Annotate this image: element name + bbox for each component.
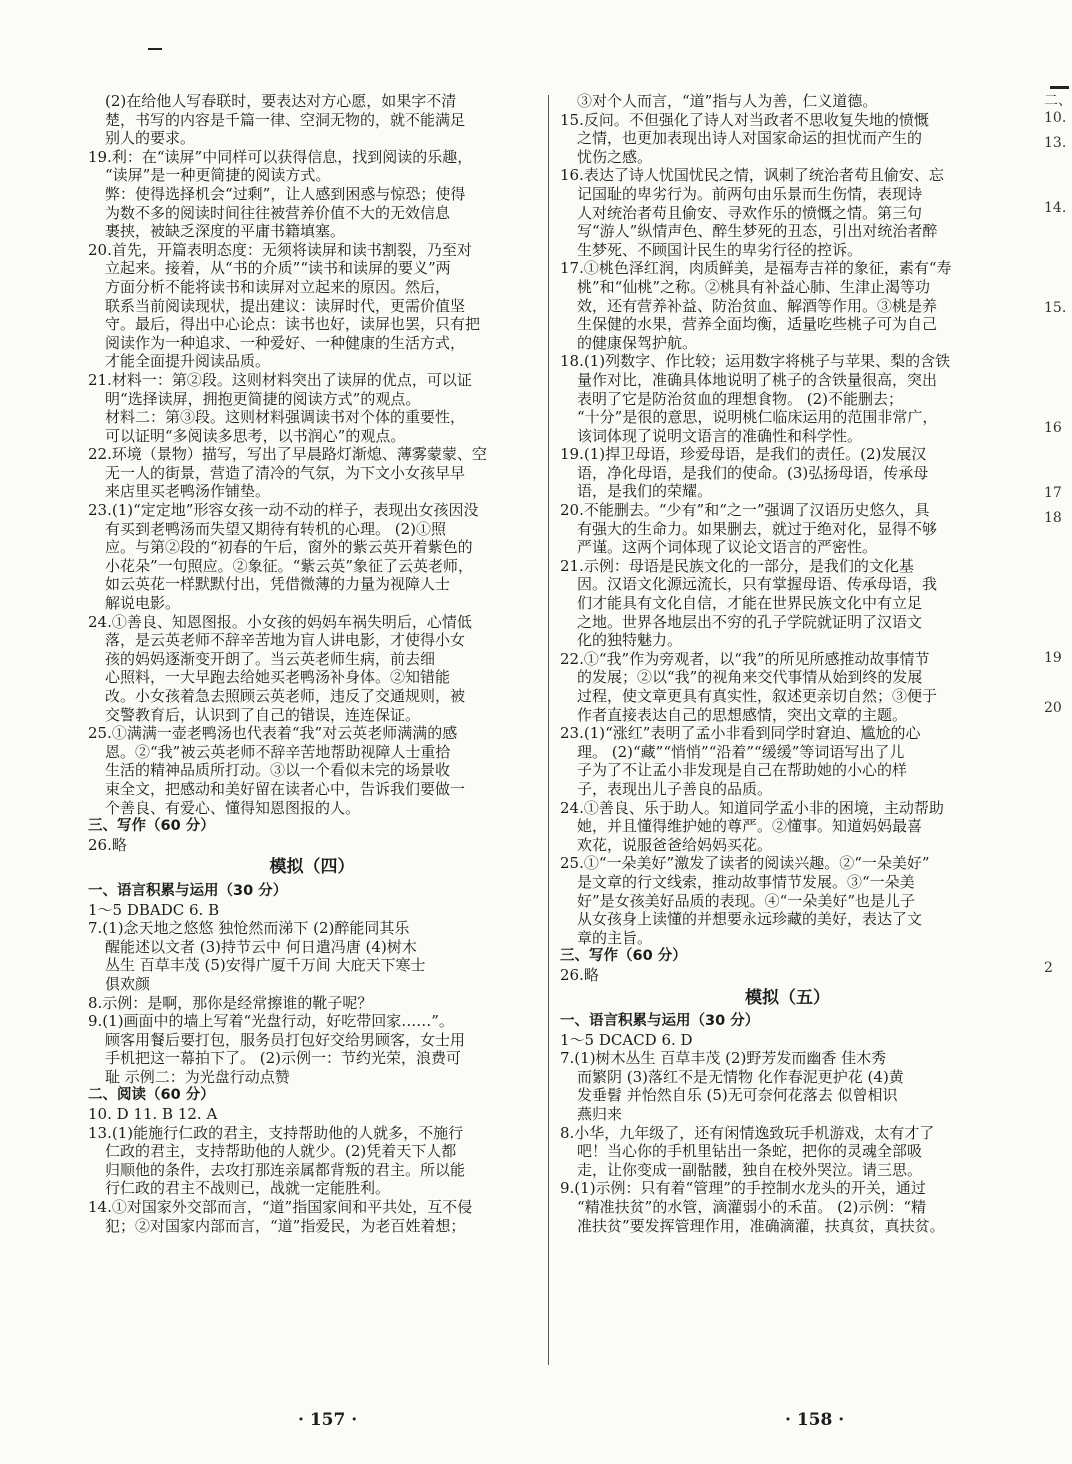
answer-line: 是文章的行文线索，推动故事情节发展。③“一朵美 [577,872,915,891]
answer-line: 联系当前阅读现状，提出建议：读屏时代，更需价值坚 [105,296,466,315]
answer-line: 9.(1)画面中的墙上写着“光盘行动，好吃带回家……”。 [88,1012,454,1031]
answer-line: 1～5 DCACD 6. D [560,1030,693,1049]
answer-line: 23.(1)“定定地”形容女孩一动不动的样子，表现出女孩因没 [88,501,479,520]
answer-line: 写“游人”纵情声色、醉生梦死的丑态，引出对统治者醉 [577,222,938,241]
answer-line: 26.略 [560,965,599,984]
section-heading: 一、语言积累与运用（30 分） [560,1013,760,1030]
answer-line: 18.(1)列数字、作比较；运用数字将桃子与苹果、梨的含铁 [560,352,951,371]
answer-line: 丛生 百草丰茂 (5)安得广厦千万间 大庇天下寒士 [105,956,426,975]
answer-line: 无一人的街景，营造了清冷的气氛，为下文小女孩早早 [105,463,466,482]
answer-line: 记国耻的卑劣行为。前两句由乐景而生伤情，表现诗 [577,184,923,203]
answer-line: 仁政的君主，支持帮助他的人就少。(2)凭着天下人都 [105,1142,457,1161]
edge-fragment: 14. [1044,200,1067,216]
answer-line: 20.首先，开篇表明态度：无须将读屏和读书割裂，乃至对 [88,240,472,259]
answer-line: 19.(1)捍卫母语，珍爱母语，是我们的责任。(2)发展汉 [560,445,927,464]
section-heading: 三、写作（60 分） [560,948,687,965]
answer-line: 人对统治者苟且偷安、寻欢作乐的愤慨之情。第三句 [577,203,923,222]
section-heading: 二、阅读（60 分） [88,1087,215,1104]
answer-line: 交警教育后，认识到了自己的错误，连连保证。 [105,705,421,724]
section-title: 模拟（四） [269,857,355,878]
answer-line: 守。最后，得出中心论点：读书也好，读屏也罢，只有把 [105,315,481,334]
answer-line: 好”是女孩美好品质的表现。④“一朵美好”也是儿子 [577,891,916,910]
answer-line: 生梦死、不顾国计民生的卑劣行径的控诉。 [577,240,863,259]
answer-line: 19.利：在“读屏”中同样可以获得信息，找到阅读的乐趣， [88,147,473,166]
answer-line: “读屏”是一种更简捷的阅读方式。 [105,166,331,185]
answer-line: 归顺他的条件，去攻打那连亲属都背叛的君主。所以能 [105,1160,466,1179]
answer-line: “十分”是很的意思，说明桃仁临床运用的范围非常广， [577,408,938,427]
edge-fragment: 16 [1044,420,1062,436]
answer-line: 作者直接表达自己的思想感情，突出文章的主题。 [577,705,908,724]
answer-line: 立起来。接着，从“书的介质”“读书和读屏的要义”两 [105,259,451,278]
answer-line: 顾客用餐后要打包，服务员打包好交给男顾客，女士用 [105,1030,466,1049]
right-answer-column [560,92,1015,1235]
answer-line: 从女孩身上读懂的并想要永远珍藏的美好，表达了文 [577,910,923,929]
section-heading: 一、语言积累与运用（30 分） [88,882,288,899]
answer-line: 来店里买老鸭汤作铺垫。 [105,482,271,501]
answer-line: 醒能述以文者 (3)持节云中 何日遣冯唐 (4)树木 [105,937,417,956]
answer-line: 才能全面提升阅读品质。 [105,352,271,371]
answer-line: 的健康保驾护航。 [577,333,698,352]
answer-line: 弊：使得选择机会“过剩”，让人感到困惑与惊恐；使得 [105,184,466,203]
edge-fragment: 15. [1044,300,1067,316]
answer-line: 俱欢颜 [105,974,151,993]
edge-fragment: 18 [1044,510,1062,526]
answer-line: 22.①“我”作为旁观者，以“我”的所见所感推动故事情节 [560,649,930,668]
answer-line: 准扶贫”要发挥管理作用，准确滴灌，扶真贫，真扶贫。 [577,1216,945,1235]
answer-line: 22.环境（景物）描写，写出了早晨路灯渐熄、薄雾蒙蒙、空 [88,445,487,464]
answer-line: 有强大的生命力。如果删去，就过于绝对化，显得不够 [577,519,938,538]
answer-line: 15.反问。不但强化了诗人对当政者不思收复失地的愤慨 [560,110,929,129]
answer-line: 26.略 [88,835,127,854]
answer-line: 楚，书写的内容是千篇一律、空洞无物的，就不能满足 [105,110,466,129]
answer-line: 忧伤之感。 [577,147,653,166]
answer-line: 该词体现了说明文语言的准确性和科学性。 [577,426,863,445]
answer-line: 小花朵”一句照应。②象征。“紫云英”象征了云英老师， [105,556,474,575]
answer-line: 而繁阴 (3)落红不是无情物 化作春泥更护花 (4)黄 [577,1067,904,1086]
answer-line: ③对个人而言，“道”指与人为善，仁义道德。 [577,92,878,110]
answer-line: 9.(1)示例：只有着“管理”的手控制水龙头的开关，通过 [560,1179,926,1198]
section-heading: 三、写作（60 分） [88,818,215,835]
answer-line: 孩的妈妈逐渐变开朗了。当云英老师生病，前去细 [105,649,436,668]
answer-line: 21.材料一：第②段。这则材料突出了读屏的优点，可以证 [88,370,472,389]
answer-line: 材料二：第③段。这则材料强调读书对个体的重要性， [105,408,466,427]
answer-line: 20.不能删去。“少有”和“之一”强调了汉语历史悠久，具 [560,501,930,520]
answer-line: 严谨。这两个词体现了议论文语言的严密性。 [577,538,878,557]
answer-line: 24.①善良、知恩图报。小女孩的妈妈车祸失明后，心情低 [88,612,472,631]
edge-fragment: 10. [1044,110,1067,126]
answer-line: 10. D 11. B 12. A [88,1105,218,1124]
answer-line: 改。小女孩着急去照顾云英老师，违反了交通规则，被 [105,687,466,705]
answer-line: 心照料，一大早跑去给她买老鸭汤补身体。②知错能 [105,668,451,687]
top-edge-mark [148,48,162,50]
answer-line: 手机把这一幕拍下了。 (2)示例一：节约光荣，浪费可 [105,1049,462,1068]
answer-line: 有买到老鸭汤而失望又期待有转机的心理。 (2)①照 [105,519,447,538]
answer-line: 发垂髫 并怡然自乐 (5)无可奈何花落去 似曾相识 [577,1086,898,1105]
answer-line: 14.①对国家外交部而言，“道”指国家间和平共处，互不侵 [88,1198,473,1217]
answer-line: 耻 示例二：为光盘行动点赞 [105,1067,290,1086]
answer-line: 25.①“一朵美好”激发了读者的阅读兴趣。②“一朵美好” [560,854,930,873]
edge-fragment: 19 [1044,650,1062,666]
answer-line: 阅读作为一种追求、一种爱好、一种健康的生活方式， [105,333,466,352]
answer-line: 桃”和“仙桃”之称。②桃具有补益心肺、生津止渴等功 [577,277,931,296]
answer-line: 17.①桃色泽红润，肉质鲜美，是福寿吉祥的象征，素有“寿 [560,259,952,278]
answer-line: 25.①满满一壶老鸭汤也代表着“我”对云英老师满满的感 [88,724,458,743]
answer-line: 落，是云英老师不辞辛苦地为盲人讲电影，才使得小女 [105,631,466,650]
edge-fragment: 二、 [1044,93,1072,109]
answer-line: 可以证明“多阅读多思考，以书润心”的观点。 [105,426,406,445]
answer-line: 燕归来 [577,1105,623,1124]
answer-line: 犯；②对国家内部而言，“道”指爱民，为老百姓着想； [105,1216,466,1235]
answer-line: “精准扶贫”的水管，滴灌弱小的禾苗。 (2)示例：“精 [577,1198,927,1217]
top-right-mark [1050,86,1069,89]
answer-line: 们才能具有文化自信，才能在世界民族文化中有立足 [577,594,923,613]
answer-line: 走，让你变成一副骷髅，独自在校外哭泣。请三思。 [577,1160,923,1179]
answer-line: 之地。世界各地层出不穷的孔子学院就证明了汉语文 [577,612,923,631]
edge-fragment: 2 [1044,960,1053,976]
answer-line: 解说电影。 [105,594,181,613]
edge-fragment: 20 [1044,700,1062,716]
answer-line: 子，表现出儿子善良的品质。 [577,779,773,798]
answer-line: (2)在给他人写春联时，要表达对方心愿，如果字不清 [105,92,457,110]
answer-line: 别人的要求。 [105,129,196,148]
answer-line: 13.(1)能施行仁政的君主，支持帮助他的人就多，不施行 [88,1123,464,1142]
answer-line: 子为了不让孟小非发现是自己在帮助她的小心的样 [577,761,908,780]
answer-line: 24.①善良、乐于助人。知道同学孟小非的困境，主动帮助 [560,798,944,817]
edge-fragment: 13. [1044,135,1067,151]
answer-line: 理。 (2)“藏”“悄悄”“沿着”“缓缓”等词语写出了儿 [577,742,905,761]
answer-line: 1～5 DBADC 6. B [88,900,220,919]
answer-line: 效，还有营养补益、防治贫血、解酒等作用。③桃是养 [577,296,938,315]
answer-line: 生保健的水果，营养全面均衡，适量吃些桃子可为自己 [577,315,938,334]
answer-line: 应。与第②段的“初春的午后，窗外的紫云英开着紫色的 [105,538,473,557]
answer-line: 21.示例：母语是民族文化的一部分，是我们的文化基 [560,556,914,575]
answer-line: 生活的精神品质所打动。③以一个看似未完的场景收 [105,761,451,780]
answer-line: 章的主旨。 [577,928,653,947]
answer-line: 裹挟，被缺乏深度的平庸书籍填塞。 [105,222,346,241]
answer-line: 明“选择读屏，拥抱更简捷的阅读方式”的观点。 [105,389,421,408]
answer-line: 束全文，把感动和美好留在读者心中，告诉我们要做一 [105,779,466,798]
answer-line: 表明了它是防治贫血的理想食物。 (2)不能删去； [577,389,904,408]
answer-line: 7.(1)树木丛生 百草丰茂 (2)野芳发而幽香 佳木秀 [560,1049,887,1068]
answer-line: 个善良、有爱心、懂得知恩图报的人。 [105,798,361,817]
answer-line: 方面分析不能将读书和读屏对立起来的原因。然后， [105,277,451,296]
answer-line: 7.(1)念天地之悠悠 独怆然而涕下 (2)醉能同其乐 [88,919,410,938]
answer-line: 因。汉语文化源远流长，只有掌握母语、传承母语，我 [577,575,938,594]
answer-line: 语，是我们的荣耀。 [577,482,713,501]
answer-line: 她，并且懂得维护她的尊严。②懂事。知道妈妈最喜 [577,817,923,836]
page-number-right: · 158 · [785,1410,845,1430]
answer-line: 化的独特魅力。 [577,631,683,650]
answer-line: 23.(1)“涨红”表明了孟小非看到同学时窘迫、尴尬的心 [560,724,921,743]
answer-line: 量作对比，准确具体地说明了桃子的含铁量很高，突出 [577,370,938,389]
answer-line: 8.小华，九年级了，还有闲情逸致玩手机游戏，太有才了 [560,1123,935,1142]
answer-line: 为数不多的阅读时间往往被营养价值不大的无效信息 [105,203,451,222]
page-number-left: · 157 · [298,1410,358,1430]
answer-line: 16.表达了诗人忧国忧民之情，讽刺了统治者苟且偷安、忘 [560,166,944,185]
answer-line: 吧！当心你的手机里钻出一条蛇，把你的灵魂全部吸 [577,1142,923,1161]
left-answer-column [88,92,536,1235]
edge-fragment: 17 [1044,485,1062,501]
column-divider [548,95,549,1365]
section-title: 模拟（五） [745,987,830,1008]
answer-line: 8.示例：是啊，那你是经常擦谁的靴子呢？ [88,993,373,1012]
answer-line: 恩。②“我”被云英老师不辞辛苦地帮助视障人士重拾 [105,742,451,761]
answer-line: 如云英花一样默默付出，凭借微薄的力量为视障人士 [105,575,451,594]
answer-line: 过程，使文章更具有真实性，叙述更亲切自然；③便于 [577,687,938,705]
answer-line: 欢花，说服爸爸给妈妈买花。 [577,835,773,854]
answer-line: 语，净化母语，是我们的使命。(3)弘扬母语，传承母 [577,463,929,482]
answer-line: 行仁政的君主不战则已，战就一定能胜利。 [105,1179,391,1198]
answer-line: 之情，也更加表现出诗人对国家命运的担忧而产生的 [577,129,923,148]
answer-line: 的发展；②以“我”的视角来交代事情从始到终的发展 [577,668,923,687]
